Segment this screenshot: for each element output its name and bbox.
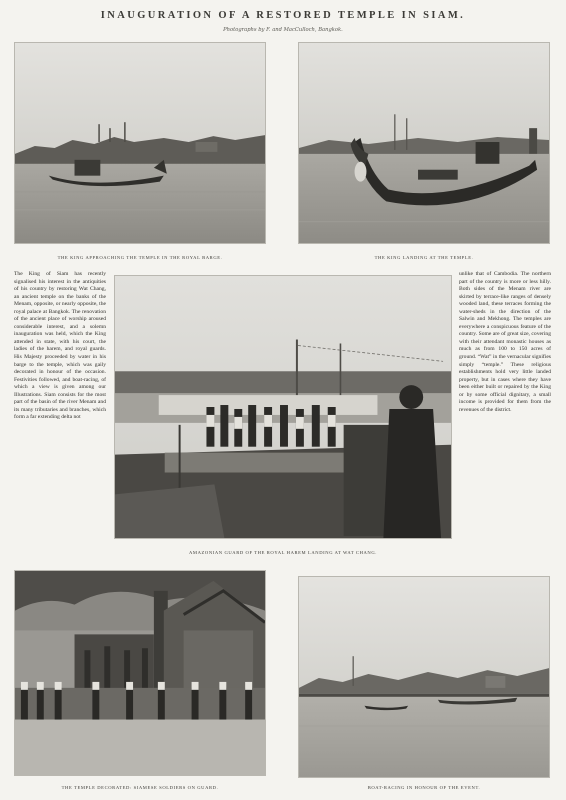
photo-temple-decorated-image [15, 571, 265, 775]
photo-amazonian-guard-image [115, 276, 451, 538]
photo-king-approaching-image [15, 43, 265, 243]
caption-top-right: THE KING LANDING AT THE TEMPLE. [374, 255, 474, 260]
caption-bottom-right: BOAT-RACING IN HONOUR OF THE EVENT. [367, 785, 481, 790]
article-left-column [14, 271, 106, 422]
photo-boat-racing [298, 576, 550, 778]
photo-boat-racing-image [299, 577, 549, 777]
photo-credit: Photographs by F. and MacCulloch, Bangkok. [223, 27, 343, 33]
article-right-text: unlike that of Cambodia. The northern part of the country is more or less hilly. Both sides of the Menam river are skirted by terrace-like ranges of densely wooded land, these terraces forming the water-sheds in the direction of the Salwin and Mekhong. The temples are everywhere a conspicuous feature of the country. Some are of great size, covering with their attendant monastic houses as much as from 100 to 150 acres of ground. “Wat” in the vernacular signifies simply “temple.” These religious establishments hold very little landed property, but in cases where they have been either built or repaired by the King or by some official dignitary, a small income is provided for them from the revenues of the district. [459, 271, 551, 413]
page-title: INAUGURATION OF A RESTORED TEMPLE IN SIAM. [100, 10, 466, 21]
caption-bottom-left: THE TEMPLE DECORATED: SIAMESE SOLDIERS ON GUARD. [61, 785, 219, 790]
article-right-column [459, 271, 551, 414]
photo-king-landing-image [299, 43, 549, 243]
article-left-text: The King of Siam has recently signalised his interest in the antiquities of his country by restoring Wat Chang, an ancient temple on the banks of the Menam, opposite, or nearly opposite, the royal palace at Bangkok. The renovation of the ancient place of worship aroused considerable interest, and a solemn inauguration was held, which the King attended in state, with his court, the ladies of the harem, and royal guards. His Majesty proceeded by water in his barge to the temple, which was gaily decorated in honour of the occasion. Festivities followed, and boat-racing, of which a view is given among our Illustrations. Siam consists for the most part of the basin of the river Menam and its many tributaries and branches, which form a far extending delta not [14, 271, 106, 421]
caption-top-left: THE KING APPROACHING THE TEMPLE IN THE ROYAL BARGE. [57, 255, 223, 260]
caption-center: AMAZONIAN GUARD OF THE ROYAL HAREM LANDING AT WAT CHANG. [188, 550, 377, 555]
photo-amazonian-guard [114, 275, 452, 539]
photo-king-approaching [14, 42, 266, 244]
photo-king-landing [298, 42, 550, 244]
photo-temple-decorated [14, 570, 266, 776]
